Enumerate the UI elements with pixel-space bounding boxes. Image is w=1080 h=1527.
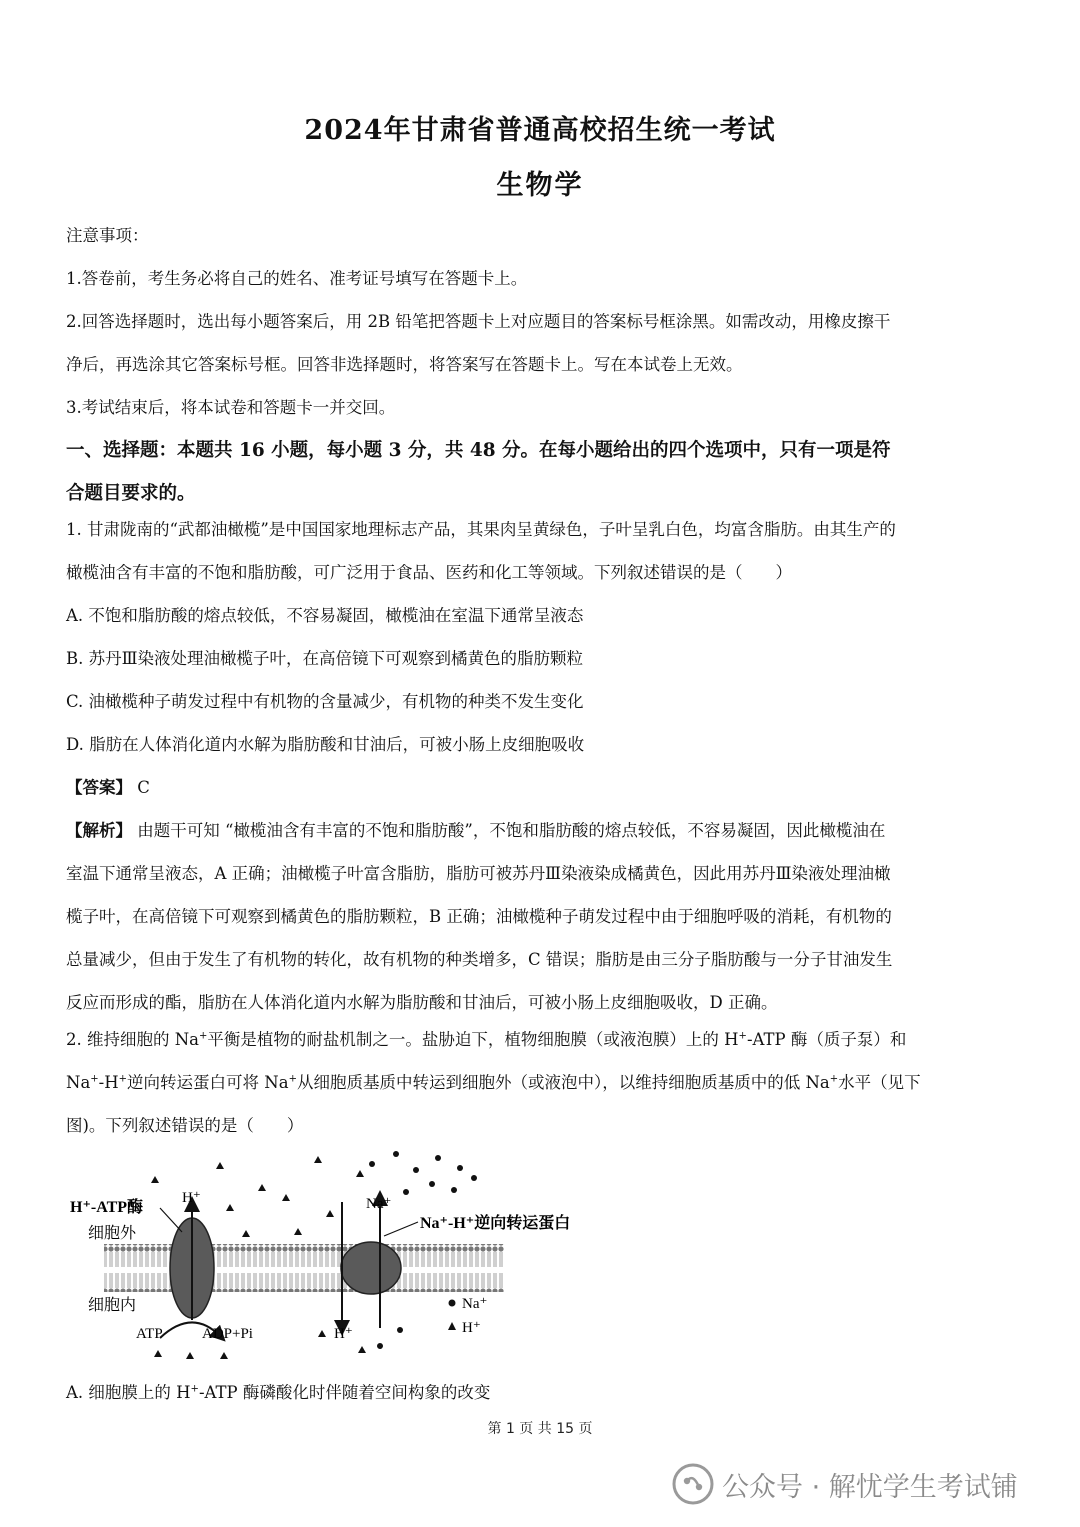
q2-text: 平衡是植物的耐盐机制之一。盐胁迫下，植物细胞膜（或液泡膜）上的 H [207, 1030, 739, 1049]
q2-stem-3: 图)。下列叙述错误的是（ ） [66, 1116, 304, 1135]
superscript: + [288, 1073, 297, 1085]
q2-text: -ATP 酶磷酸化时伴随着空间构象的改变 [198, 1383, 491, 1402]
antiporter-protein [341, 1242, 401, 1294]
label-h-top: H⁺ [182, 1190, 201, 1206]
q2-stem-1 [66, 1018, 1018, 1061]
q2-text: 从细胞质基质中转运到细胞外（或液泡中），以维持细胞质基质中的低 Na [296, 1073, 830, 1092]
notice-block [66, 214, 1018, 515]
q1-analysis-2: 室温下通常呈液态，A 正确；油橄榄子叶富含脂肪，脂肪可被苏丹Ⅲ染液染成橘黄色，因此用苏丹Ⅲ染液处理油橄 [66, 864, 891, 883]
subject-title: 生物学 [496, 170, 584, 201]
question-1 [66, 508, 1018, 1024]
legend-na-label: Na⁺ [462, 1296, 488, 1312]
legend-na-dot [449, 1300, 456, 1307]
superscript: + [90, 1073, 99, 1085]
exam-title: 2024年甘肃省普通高校招生统一考试 [304, 115, 776, 146]
notice-heading: 注意事项： [66, 226, 149, 245]
q2-text: 水平（见下 [838, 1073, 921, 1092]
label-h-bottom: H⁺ [334, 1326, 353, 1342]
antiporter-pointer [384, 1222, 418, 1236]
label-na-top: Na⁺ [366, 1196, 392, 1212]
superscript: + [738, 1030, 747, 1042]
section-heading-b: 合题目要求的。 [66, 483, 196, 504]
superscript: + [199, 1030, 208, 1042]
q2-text: A. 细胞膜上的 H [66, 1383, 191, 1402]
question-2 [66, 1018, 1018, 1147]
q2-options [66, 1371, 1018, 1414]
atpase-pointer [160, 1208, 182, 1232]
watermark [672, 1456, 1052, 1512]
q1-stem-b: 橄榄油含有丰富的不饱和脂肪酸，可广泛用于食品、医药和化工等领域。下列叙述错误的是（ ） [66, 563, 792, 582]
watermark-text: 公众号 · 解忧学生考试铺 [722, 1471, 1018, 1503]
notice-item-2b: 净后，再选涂其它答案标号框。回答非选择题时，将答案写在答题卡上。写在本试卷上无效。 [66, 355, 743, 374]
analysis-label: 【解析】 [66, 821, 132, 840]
q1-analysis-3: 榄子叶，在高倍镜下可观察到橘黄色的脂肪颗粒，B 正确；油橄榄种子萌发过程中由于细胞呼吸的消耗，有机物的 [66, 907, 892, 926]
answer-label: 【答案】 [66, 778, 132, 797]
na-ion-markers-outside [369, 1151, 477, 1195]
legend-h-label: H⁺ [462, 1320, 481, 1336]
label-adp: ADP+Pi [202, 1326, 253, 1342]
q1-analysis-5: 反应而形成的酯，脂肪在人体消化道内水解为脂肪酸和甘油后，可被小肠上皮细胞吸收，D 正确。 [66, 993, 778, 1012]
label-outside: 细胞外 [88, 1225, 137, 1242]
q1-answer [66, 766, 1018, 809]
q2-text: -H [98, 1073, 119, 1092]
q2-text: Na [66, 1073, 91, 1092]
notice-item-2a: 2.回答选择题时，选出每小题答案后，用 2B 铅笔把答题卡上对应题目的答案标号框涂黑。如需改动，用橡皮擦干 [66, 312, 891, 331]
q1-option-c: C. 油橄榄种子萌发过程中有机物的含量减少，有机物的种类不发生变化 [66, 692, 584, 711]
q1-option-a: A. 不饱和脂肪酸的熔点较低，不容易凝固，橄榄油在室温下通常呈液态 [66, 606, 584, 625]
label-inside: 细胞内 [88, 1297, 137, 1314]
notice-item-1: 1.答卷前，考生务必将自己的姓名、准考证号填写在答题卡上。 [66, 269, 528, 288]
ion-markers-inside [154, 1327, 403, 1359]
membrane-transport-diagram [60, 1150, 620, 1372]
q1-stem-a: 1. 甘肃陇南的“武都油橄榄”是中国国家地理标志产品，其果肉呈黄绿色，子叶呈乳白色，均富含脂肪。由其生产的 [66, 520, 896, 539]
q1-option-b: B. 苏丹Ⅲ染液处理油橄榄子叶，在高倍镜下可观察到橘黄色的脂肪颗粒 [66, 649, 584, 668]
q1-analysis-4: 总量减少，但由于发生了有机物的转化，故有机物的种类增多，C 错误；脂肪是由三分子脂肪酸与一分子甘油发生 [66, 950, 893, 969]
section-heading-a: 一、选择题：本题共 16 小题，每小题 3 分，共 48 分。在每小题给出的四个选项中，只有一项是符 [66, 440, 891, 461]
label-atp: ATP [136, 1326, 163, 1342]
analysis-text-1: 由题干可知 “橄榄油含有丰富的不饱和脂肪酸”，不饱和脂肪酸的熔点较低，不容易凝固，因此橄榄油在 [137, 821, 886, 840]
superscript: + [829, 1073, 839, 1085]
notice-item-3: 3.考试结束后，将本试卷和答题卡一并交回。 [66, 398, 396, 417]
label-antiporter: Na⁺-H⁺逆向转运蛋白 [420, 1215, 571, 1232]
q1-option-d: D. 脂肪在人体消化道内水解为脂肪酸和甘油后，可被小肠上皮细胞吸收 [66, 735, 585, 754]
superscript: + [118, 1073, 128, 1085]
q2-stem-2 [66, 1061, 1018, 1104]
q2-text: -ATP 酶（质子泵）和 [746, 1030, 907, 1049]
page-footer: 第 1 页 共 15 页 [487, 1421, 593, 1437]
lipid-bilayer [104, 1244, 504, 1292]
wechat-icon [672, 1463, 714, 1505]
answer-value: C [137, 778, 150, 797]
legend-h-triangle [448, 1322, 456, 1330]
q2-text: 逆向转运蛋白可将 Na [127, 1073, 289, 1092]
q2-option-a [66, 1371, 1018, 1414]
q1-analysis-1 [66, 809, 1018, 852]
superscript: + [190, 1383, 199, 1395]
q2-text: 2. 维持细胞的 Na [66, 1030, 200, 1049]
label-atpase: H⁺-ATP酶 [70, 1199, 144, 1216]
